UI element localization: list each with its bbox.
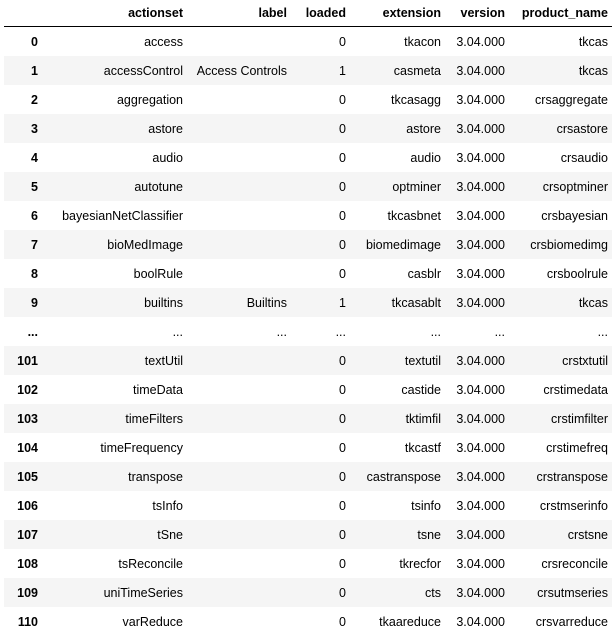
cell-actionset: tsReconcile xyxy=(118,556,183,571)
row-index: 107 xyxy=(17,527,38,542)
cell-loaded: 0 xyxy=(339,92,346,107)
cell-loaded: 0 xyxy=(339,411,346,426)
row-index: 105 xyxy=(17,469,38,484)
table-row xyxy=(4,491,612,520)
cell-product-name: crstxtutil xyxy=(562,353,608,368)
cell-label xyxy=(187,346,291,375)
cell-label xyxy=(187,259,291,288)
cell-extension: tkcasagg xyxy=(390,92,441,107)
table-row xyxy=(4,346,612,375)
cell-version: 3.04.000 xyxy=(456,121,505,136)
row-index: 5 xyxy=(31,179,38,194)
cell-version: 3.04.000 xyxy=(456,498,505,513)
cell-actionset: autotune xyxy=(134,179,183,194)
row-index: 9 xyxy=(31,295,38,310)
cell-loaded: 0 xyxy=(339,527,346,542)
cell-version: 3.04.000 xyxy=(456,237,505,252)
cell-label xyxy=(187,27,291,57)
cell-extension: tkcastf xyxy=(404,440,441,455)
cell-extension: tkacon xyxy=(404,34,441,49)
cell-version: 3.04.000 xyxy=(456,266,505,281)
row-index: 106 xyxy=(17,498,38,513)
column-header-product-name: product_name xyxy=(509,0,612,27)
cell-actionset: transpose xyxy=(128,469,183,484)
column-header-version: version xyxy=(445,0,509,27)
cell-product-name: crsbiomedimg xyxy=(530,237,608,252)
cell-actionset: ... xyxy=(172,324,183,339)
cell-version: 3.04.000 xyxy=(456,411,505,426)
cell-version: 3.04.000 xyxy=(456,150,505,165)
cell-loaded: 0 xyxy=(339,585,346,600)
cell-label xyxy=(187,201,291,230)
cell-label xyxy=(187,578,291,607)
row-index: 102 xyxy=(17,382,38,397)
cell-label xyxy=(187,462,291,491)
cell-product-name: crsbayesian xyxy=(541,208,608,223)
cell-loaded: 0 xyxy=(339,237,346,252)
cell-label xyxy=(187,491,291,520)
row-index: 1 xyxy=(31,63,38,78)
cell-label xyxy=(187,230,291,259)
table-row xyxy=(4,143,612,172)
column-header-loaded: loaded xyxy=(291,0,350,27)
row-index: 108 xyxy=(17,556,38,571)
cell-loaded: ... xyxy=(335,324,346,339)
cell-label xyxy=(187,549,291,578)
cell-loaded: 0 xyxy=(339,382,346,397)
cell-product-name: crstranspose xyxy=(536,469,608,484)
cell-version: 3.04.000 xyxy=(456,382,505,397)
cell-product-name: crsutmseries xyxy=(537,585,608,600)
table-row xyxy=(4,56,612,85)
cell-actionset: audio xyxy=(152,150,183,165)
table-row xyxy=(4,288,612,317)
table-row xyxy=(4,172,612,201)
cell-version: 3.04.000 xyxy=(456,295,505,310)
cell-extension: astore xyxy=(406,121,441,136)
cell-product-name: crstsne xyxy=(567,527,608,542)
cell-actionset: builtins xyxy=(144,295,183,310)
cell-loaded: 0 xyxy=(339,556,346,571)
cell-actionset: tSne xyxy=(157,527,183,542)
table-row xyxy=(4,549,612,578)
cell-product-name: crstimefreq xyxy=(546,440,608,455)
cell-product-name: crsaudio xyxy=(560,150,608,165)
cell-label xyxy=(187,520,291,549)
cell-label xyxy=(187,143,291,172)
row-index: 109 xyxy=(17,585,38,600)
cell-version: 3.04.000 xyxy=(456,34,505,49)
cell-actionset: varReduce xyxy=(122,614,183,629)
column-header-extension: extension xyxy=(350,0,445,27)
cell-extension: tkcasbnet xyxy=(387,208,441,223)
cell-product-name: crstimfilter xyxy=(551,411,608,426)
cell-loaded: 1 xyxy=(339,63,346,78)
cell-actionset: access xyxy=(144,34,183,49)
cell-label xyxy=(187,172,291,201)
row-index: 110 xyxy=(17,614,38,629)
cell-extension: casblr xyxy=(407,266,441,281)
cell-label xyxy=(187,433,291,462)
cell-product-name: crsoptminer xyxy=(542,179,608,194)
row-index: 101 xyxy=(17,353,38,368)
cell-actionset: boolRule xyxy=(133,266,183,281)
cell-version: 3.04.000 xyxy=(456,469,505,484)
cell-version: 3.04.000 xyxy=(456,556,505,571)
row-index: 7 xyxy=(31,237,38,252)
cell-loaded: 0 xyxy=(339,266,346,281)
header-row xyxy=(4,0,612,27)
cell-product-name: tkcas xyxy=(578,295,608,310)
table-row xyxy=(4,230,612,259)
cell-version: ... xyxy=(494,324,505,339)
column-header-actionset: actionset xyxy=(42,0,187,27)
cell-loaded: 0 xyxy=(339,614,346,629)
table-row xyxy=(4,578,612,607)
cell-loaded: 0 xyxy=(339,179,346,194)
cell-label xyxy=(187,607,291,636)
cell-label xyxy=(187,404,291,433)
cell-product-name: crsastore xyxy=(556,121,608,136)
cell-loaded: 0 xyxy=(339,353,346,368)
cell-version: 3.04.000 xyxy=(456,92,505,107)
cell-label: Access Controls xyxy=(196,63,287,78)
cell-loaded: 0 xyxy=(339,121,346,136)
cell-version: 3.04.000 xyxy=(456,527,505,542)
cell-actionset: bioMedImage xyxy=(107,237,183,252)
cell-loaded: 1 xyxy=(339,295,346,310)
column-header-label: label xyxy=(187,0,291,27)
cell-actionset: accessControl xyxy=(103,63,183,78)
cell-version: 3.04.000 xyxy=(456,179,505,194)
row-index: 6 xyxy=(31,208,38,223)
cell-loaded: 0 xyxy=(339,440,346,455)
cell-actionset: textUtil xyxy=(144,353,183,368)
cell-actionset: bayesianNetClassifier xyxy=(62,208,183,223)
row-index: 104 xyxy=(17,440,38,455)
cell-extension: tkcasablt xyxy=(391,295,441,310)
row-index: ... xyxy=(27,324,38,339)
cell-extension: castide xyxy=(401,382,441,397)
dataframe-table xyxy=(4,0,612,636)
table-row xyxy=(4,404,612,433)
cell-extension: cts xyxy=(425,585,441,600)
cell-loaded: 0 xyxy=(339,469,346,484)
cell-actionset: aggregation xyxy=(116,92,183,107)
cell-loaded: 0 xyxy=(339,150,346,165)
table-row xyxy=(4,259,612,288)
cell-loaded: 0 xyxy=(339,498,346,513)
cell-loaded: 0 xyxy=(339,34,346,49)
table-row xyxy=(4,27,612,57)
cell-product-name: tkcas xyxy=(578,34,608,49)
cell-actionset: astore xyxy=(148,121,183,136)
cell-label xyxy=(187,85,291,114)
cell-product-name: ... xyxy=(597,324,608,339)
cell-extension: tkrecfor xyxy=(399,556,441,571)
cell-extension: tkaareduce xyxy=(379,614,441,629)
cell-extension: tsne xyxy=(417,527,441,542)
cell-actionset: uniTimeSeries xyxy=(103,585,183,600)
cell-product-name: crsvarreduce xyxy=(535,614,608,629)
row-index: 0 xyxy=(31,34,38,49)
table-row xyxy=(4,607,612,636)
cell-version: 3.04.000 xyxy=(456,63,505,78)
cell-product-name: crstmserinfo xyxy=(539,498,608,513)
row-index: 4 xyxy=(31,150,38,165)
row-index: 3 xyxy=(31,121,38,136)
cell-loaded: 0 xyxy=(339,208,346,223)
cell-extension: textutil xyxy=(404,353,441,368)
row-index: 2 xyxy=(31,92,38,107)
table-row xyxy=(4,114,612,143)
cell-label: ... xyxy=(276,324,287,339)
cell-extension: audio xyxy=(410,150,441,165)
cell-extension: ... xyxy=(430,324,441,339)
table-row xyxy=(4,317,612,346)
index-header xyxy=(4,0,42,27)
cell-extension: tsinfo xyxy=(411,498,441,513)
cell-actionset: tsInfo xyxy=(152,498,183,513)
cell-label xyxy=(187,114,291,143)
table-row xyxy=(4,462,612,491)
cell-version: 3.04.000 xyxy=(456,614,505,629)
cell-version: 3.04.000 xyxy=(456,208,505,223)
row-index: 8 xyxy=(31,266,38,281)
cell-version: 3.04.000 xyxy=(456,585,505,600)
cell-version: 3.04.000 xyxy=(456,440,505,455)
cell-extension: castranspose xyxy=(366,469,441,484)
cell-actionset: timeFrequency xyxy=(100,440,183,455)
cell-product-name: crsboolrule xyxy=(546,266,608,281)
cell-extension: biomedimage xyxy=(365,237,441,252)
table-row xyxy=(4,85,612,114)
cell-product-name: crsreconcile xyxy=(541,556,608,571)
cell-extension: casmeta xyxy=(393,63,441,78)
table-row xyxy=(4,375,612,404)
cell-extension: optminer xyxy=(392,179,441,194)
cell-product-name: tkcas xyxy=(578,63,608,78)
table-row xyxy=(4,520,612,549)
table-row xyxy=(4,201,612,230)
row-index: 103 xyxy=(17,411,38,426)
table-row xyxy=(4,433,612,462)
cell-label: Builtins xyxy=(246,295,287,310)
cell-label xyxy=(187,375,291,404)
cell-extension: tktimfil xyxy=(405,411,441,426)
cell-version: 3.04.000 xyxy=(456,353,505,368)
cell-product-name: crsaggregate xyxy=(535,92,608,107)
cell-product-name: crstimedata xyxy=(543,382,608,397)
cell-actionset: timeFilters xyxy=(125,411,183,426)
cell-actionset: timeData xyxy=(132,382,183,397)
